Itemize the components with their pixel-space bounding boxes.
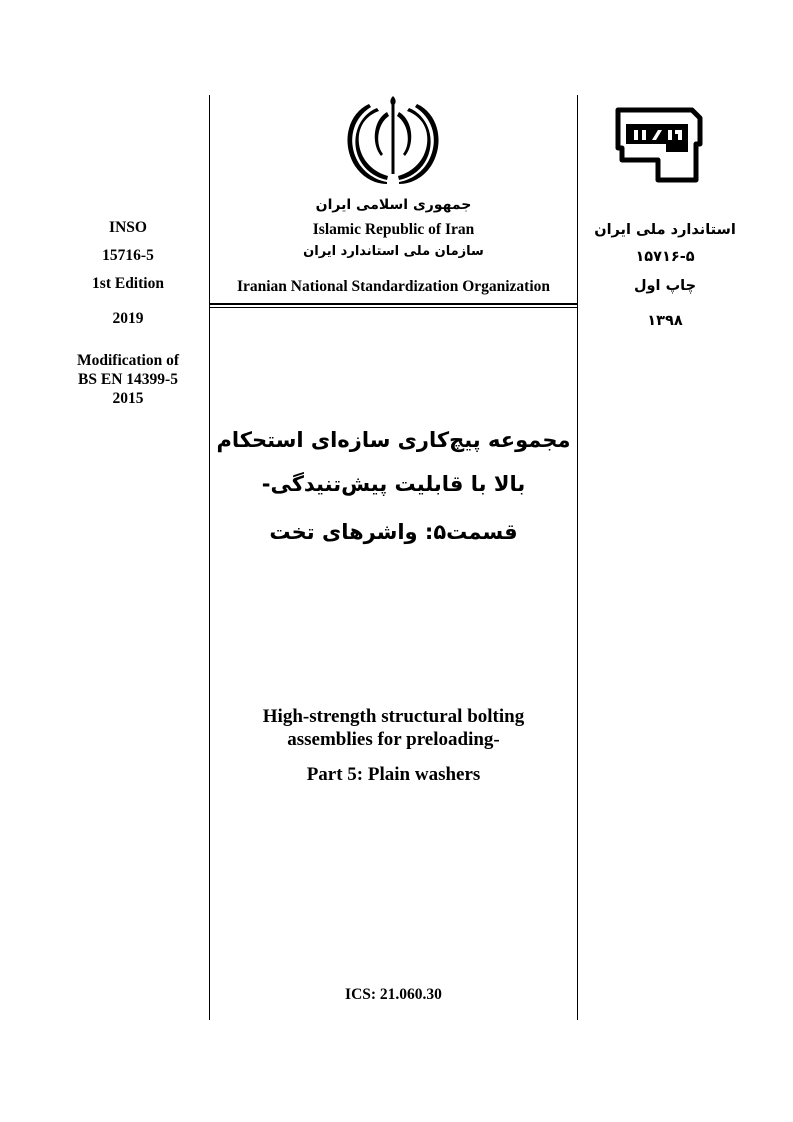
right-divider-line bbox=[577, 95, 578, 1020]
header-rule-thin bbox=[209, 307, 578, 308]
standard-code: INSO bbox=[109, 219, 147, 236]
standard-year-fa: ۱۳۹۸ bbox=[647, 313, 683, 329]
republic-name-en: Islamic Republic of Iran bbox=[312, 221, 475, 238]
isiri-standard-logo-icon bbox=[612, 104, 704, 186]
organization-name-en: Iranian National Standardization Organization bbox=[236, 278, 551, 295]
standard-edition: 1st Edition bbox=[92, 275, 164, 292]
header-rule-thick bbox=[209, 303, 578, 305]
republic-name-fa: جمهوری اسلامی ایران bbox=[315, 197, 472, 213]
title-fa-line-3: قسمت۵: واشرهای تخت bbox=[269, 520, 518, 544]
title-fa-line-2: بالا با قابلیت پیش‌تنیدگی- bbox=[261, 472, 526, 496]
iran-emblem-icon bbox=[343, 94, 443, 186]
standard-title-fa: استاندارد ملی ایران bbox=[594, 222, 736, 238]
title-en-line-1: High-strength structural bolting bbox=[262, 706, 525, 727]
standard-number: 15716-5 bbox=[102, 247, 154, 264]
modification-line-3: 2015 bbox=[112, 390, 144, 407]
standard-edition-fa: چاپ اول bbox=[633, 278, 697, 294]
title-en-line-3: Part 5: Plain washers bbox=[306, 764, 481, 785]
organization-name-fa: سازمان ملی استاندارد ایران bbox=[303, 244, 484, 259]
modification-line-1: Modification of bbox=[76, 352, 180, 369]
title-en-line-2: assemblies for preloading- bbox=[287, 729, 500, 750]
standard-number-fa: ۱۵۷۱۶-۵ bbox=[635, 249, 695, 265]
ics-code: ICS: 21.060.30 bbox=[345, 986, 442, 1003]
standard-info-en bbox=[40, 218, 216, 408]
standard-year: 2019 bbox=[112, 310, 144, 327]
title-fa-line-1: مجموعه پیچ‌کاری سازه‌ای استحکام bbox=[216, 428, 571, 452]
modification-line-2: BS EN 14399-5 bbox=[78, 371, 178, 388]
